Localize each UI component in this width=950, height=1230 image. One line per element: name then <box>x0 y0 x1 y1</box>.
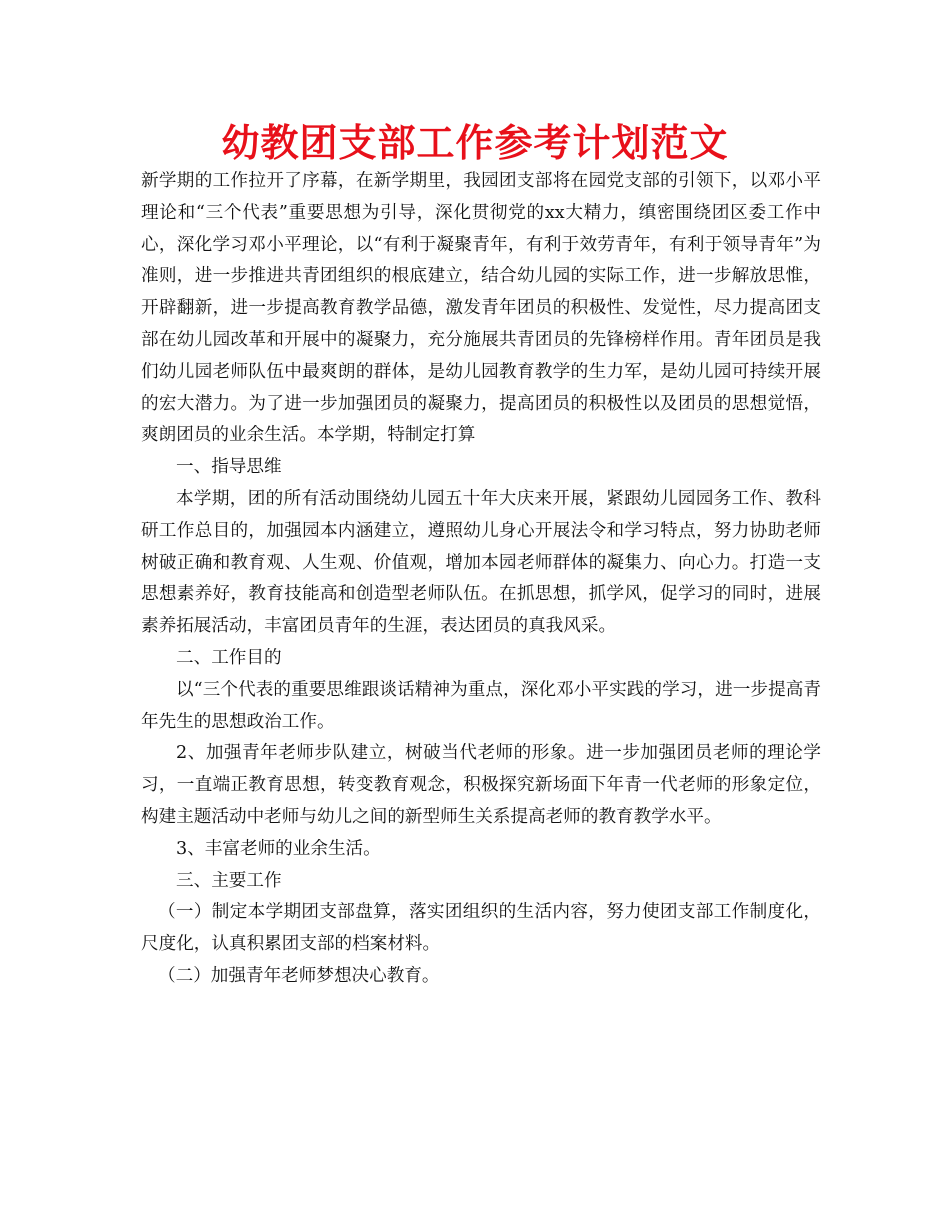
document-body <box>141 166 821 993</box>
main-work-item-2: （二）加强青年老师梦想决心教育。 <box>158 965 440 986</box>
section-heading-work-goals: 二、工作目的 <box>176 647 282 668</box>
goal-item-3: 3、丰富老师的业余生活。 <box>176 838 381 859</box>
document-title: 幼教团支部工作参考计划范文 <box>221 121 729 165</box>
section-heading-main-work: 三、主要工作 <box>176 870 282 891</box>
goal-item-2: 2、加强青年老师步队建立，树破当代老师的形象。进一步加强团员老师的理论学习，一直端正教育思想，转变教育观念，积极探究新场面下年青一代老师的形象定位，构建主题活动中老师与幼儿之间的新型师生关系提高老师的教育教学水平。 <box>141 743 821 827</box>
intro-paragraph: 新学期的工作拉开了序幕，在新学期里，我园团支部将在园党支部的引领下，以邓小平理论和“三个代表”重要思想为引导，深化贯彻党的xx大精力，缜密围绕团区委工作中心，深化学习邓小平理论，以“有利于凝聚青年，有利于效劳青年，有利于领导青年”为准则，进一步推进共青团组织的根底建立，结合幼儿园的实际工作，进一步解放思惟，开辟翻新，进一步提高教育教学品德，激发青年团员的积极性、发觉性，尽力提高团支部在幼儿园改革和开展中的凝聚力，充分施展共青团员的先锋榜样作用。青年团员是我们幼儿园老师队伍中最爽朗的群体，是幼儿园教育教学的生力军，是幼儿园可持续开展的宏大潜力。为了进一步加强团员的凝聚力，提高团员的积极性以及团员的思想觉悟，爽朗团员的业余生活。本学期，特制定打算 <box>141 171 821 446</box>
main-work-item-1: （一）制定本学期团支部盘算，落实团组织的生活内容，努力使团支部工作制度化，尺度化，认真积累团支部的档案材料。 <box>141 902 821 955</box>
guiding-thought-paragraph: 本学期，团的所有活动围绕幼儿园五十年大庆来开展，紧跟幼儿园园务工作、教科研工作总目的，加强园本内涵建立，遵照幼儿身心开展法令和学习特点，努力协助老师树破正确和教育观、人生观、价值观，增加本园老师群体的凝集力、向心力。打造一支思想素养好，教育技能高和创造型老师队伍。在抓思想，抓学风，促学习的同时，进展素养拓展活动，丰富团员青年的生涯，表达团员的真我风采。 <box>141 488 821 637</box>
work-goals-paragraph: 以“三个代表的重要思维跟谈话精神为重点，深化邓小平实践的学习，进一步提高青年先生的思想政治工作。 <box>141 679 821 732</box>
section-heading-guiding-thought: 一、指导思维 <box>176 457 282 478</box>
